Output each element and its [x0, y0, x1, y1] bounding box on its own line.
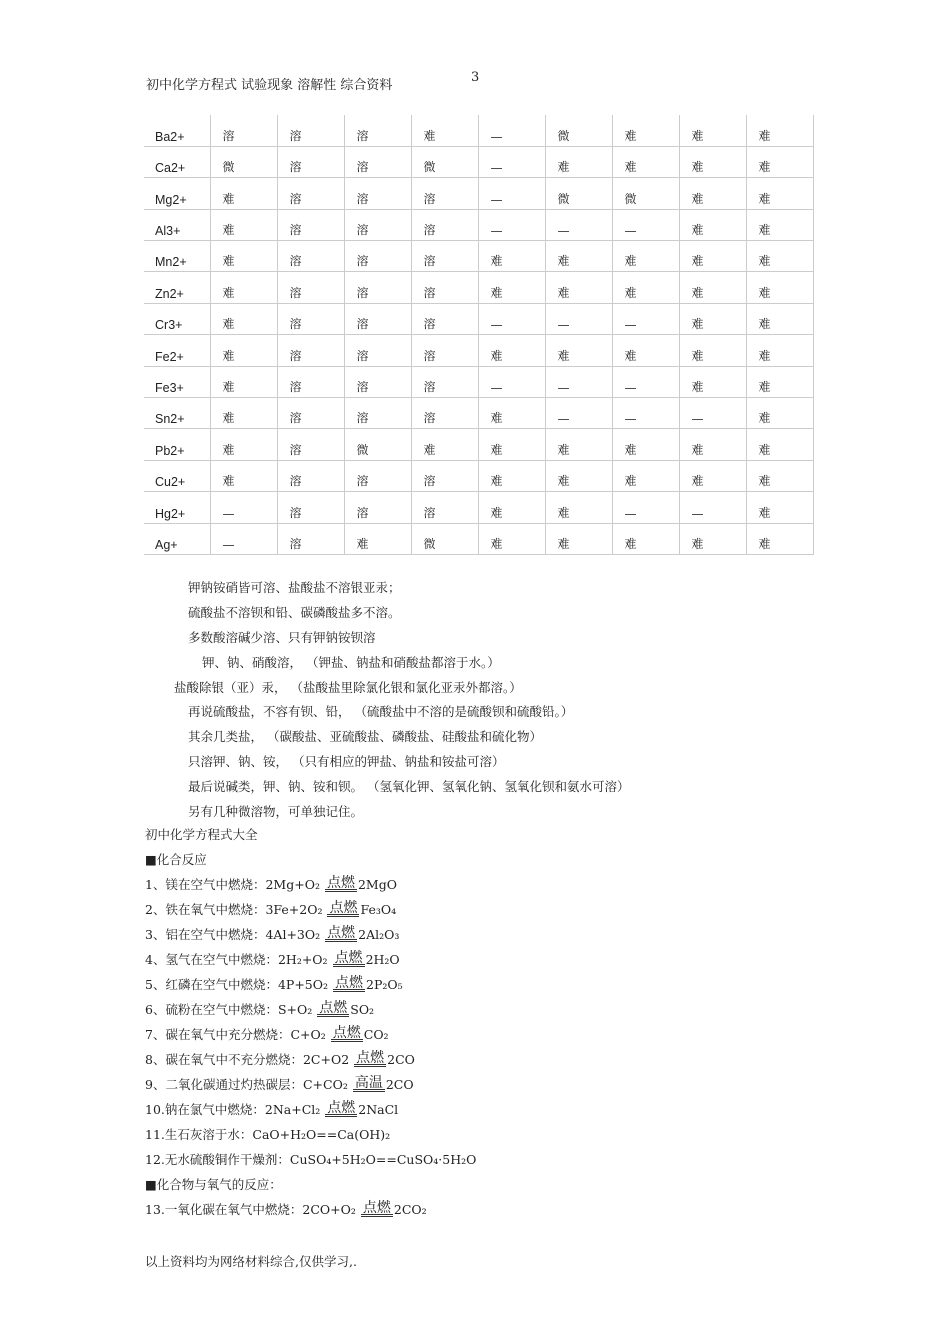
- solubility-cell: 难: [545, 460, 612, 491]
- ion-cell: Zn2+: [144, 272, 210, 303]
- ion-cell: Ba2+: [144, 115, 210, 146]
- solubility-cell: 难: [210, 209, 277, 240]
- solubility-cell: 微: [344, 429, 411, 460]
- solubility-cell: 溶: [344, 303, 411, 334]
- solubility-cell: 难: [746, 398, 813, 429]
- solubility-cell: 溶: [277, 303, 344, 334]
- solubility-cell: 难: [612, 429, 679, 460]
- solubility-cell: 溶: [277, 178, 344, 209]
- rhyme-line: 另有几种微溶物，可单独记住。: [188, 804, 364, 820]
- solubility-cell: 难: [679, 303, 746, 334]
- rhyme-line: 盐酸除银（亚）汞， （盐酸盐里除氯化银和氯化亚汞外都溶。）: [174, 679, 522, 695]
- solubility-cell: —: [545, 366, 612, 397]
- section-heading-combination: ■化合反应: [145, 852, 207, 867]
- solubility-cell: —: [612, 209, 679, 240]
- solubility-cell: 难: [210, 460, 277, 491]
- table-row: [144, 146, 813, 177]
- solubility-cell: 难: [210, 429, 277, 460]
- ion-cell: Al3+: [144, 209, 210, 240]
- equation-2: 2、铁在氧气中燃烧：3Fe+2O₂ 点燃 Fe₃O₄: [145, 899, 397, 917]
- solubility-cell: —: [210, 492, 277, 523]
- solubility-cell: 难: [746, 178, 813, 209]
- solubility-cell: 难: [545, 241, 612, 272]
- solubility-cell: 难: [210, 335, 277, 366]
- solubility-rhymes: [174, 578, 630, 827]
- solubility-cell: 难: [545, 272, 612, 303]
- solubility-cell: 难: [746, 209, 813, 240]
- table-row: [144, 429, 813, 460]
- condition-ignite: 点燃: [319, 999, 348, 1015]
- solubility-cell: 溶: [344, 398, 411, 429]
- solubility-cell: 微: [545, 178, 612, 209]
- solubility-cell: 难: [746, 492, 813, 523]
- solubility-cell: —: [478, 366, 545, 397]
- solubility-cell: 溶: [277, 209, 344, 240]
- solubility-cell: 溶: [411, 209, 478, 240]
- ion-cell: Cr3+: [144, 303, 210, 334]
- condition-ignite: 点燃: [356, 1049, 385, 1065]
- solubility-cell: 难: [344, 523, 411, 554]
- solubility-cell: 难: [746, 523, 813, 554]
- solubility-cell: 难: [746, 460, 813, 491]
- solubility-cell: 难: [746, 335, 813, 366]
- solubility-cell: —: [612, 303, 679, 334]
- solubility-cell: 难: [210, 398, 277, 429]
- equation-13: 13.一氧化碳在氧气中燃烧：2CO+O₂ 点燃 2CO₂: [145, 1199, 427, 1217]
- solubility-cell: 难: [210, 241, 277, 272]
- solubility-cell: 难: [679, 146, 746, 177]
- table-row: [144, 492, 813, 523]
- solubility-cell: 难: [478, 335, 545, 366]
- condition-ignite: 点燃: [335, 974, 364, 990]
- section-title: 初中化学方程式大全: [145, 827, 258, 842]
- equation-4: 4、氢气在空气中燃烧：2H₂+O₂ 点燃 2H₂O: [145, 949, 400, 967]
- solubility-table: [144, 115, 814, 555]
- solubility-cell: 溶: [344, 241, 411, 272]
- solubility-cell: 难: [411, 429, 478, 460]
- equation-3: 3、铝在空气中燃烧：4Al+3O₂ 点燃 2Al₂O₃: [145, 924, 400, 942]
- solubility-cell: 难: [210, 272, 277, 303]
- ion-cell: Fe2+: [144, 335, 210, 366]
- ion-cell: Mg2+: [144, 178, 210, 209]
- solubility-cell: 微: [545, 115, 612, 146]
- solubility-cell: 难: [746, 241, 813, 272]
- solubility-cell: 微: [612, 178, 679, 209]
- solubility-cell: 难: [210, 366, 277, 397]
- solubility-cell: 难: [679, 115, 746, 146]
- equation-9: 9、二氧化碳通过灼热碳层：C+CO₂ 高温 2CO: [145, 1074, 414, 1092]
- page-header: 初中化学方程式 试验现象 溶解性 综合资料: [146, 78, 393, 93]
- rhyme-line: 钾、钠、硝酸溶， （钾盐、钠盐和硝酸盐都溶于水。）: [202, 654, 500, 670]
- table-row: [144, 398, 813, 429]
- solubility-cell: 溶: [411, 178, 478, 209]
- solubility-cell: 溶: [210, 115, 277, 146]
- table-row: [144, 460, 813, 491]
- solubility-cell: —: [478, 178, 545, 209]
- solubility-cell: —: [679, 398, 746, 429]
- solubility-cell: 难: [478, 523, 545, 554]
- condition-ignite: 点燃: [332, 1024, 361, 1040]
- solubility-cell: 溶: [344, 115, 411, 146]
- table-row: [144, 241, 813, 272]
- solubility-cell: 微: [210, 146, 277, 177]
- solubility-cell: 难: [679, 178, 746, 209]
- equation-8: 8、碳在氧气中不充分燃烧：2C+O2 点燃 2CO: [145, 1049, 415, 1067]
- solubility-cell: 溶: [277, 492, 344, 523]
- solubility-cell: 溶: [411, 303, 478, 334]
- table-row: [144, 209, 813, 240]
- solubility-cell: 溶: [344, 209, 411, 240]
- solubility-cell: 溶: [411, 398, 478, 429]
- solubility-cell: —: [210, 523, 277, 554]
- rhyme-line: 再说硫酸盐，不容有钡、铅， （硫酸盐中不溶的是硫酸钡和硫酸铅。）: [188, 704, 574, 720]
- solubility-cell: 溶: [411, 366, 478, 397]
- solubility-cell: 难: [612, 272, 679, 303]
- solubility-cell: —: [545, 303, 612, 334]
- rhyme-line: 硫酸盐不溶钡和铅、碳磷酸盐多不溶。: [188, 604, 401, 620]
- ion-cell: Hg2+: [144, 492, 210, 523]
- solubility-cell: 难: [545, 429, 612, 460]
- solubility-cell: 难: [746, 272, 813, 303]
- equation-6: 6、硫粉在空气中燃烧：S+O₂ 点燃 SO₂: [145, 999, 375, 1017]
- rhyme-line: 其余几类盐， （碳酸盐、亚硫酸盐、磷酸盐、硅酸盐和硫化物）: [188, 729, 542, 745]
- solubility-cell: 溶: [411, 272, 478, 303]
- solubility-cell: —: [545, 209, 612, 240]
- solubility-cell: —: [478, 146, 545, 177]
- solubility-cell: —: [612, 398, 679, 429]
- section-heading-compound-oxygen: ■化合物与氧气的反应：: [145, 1177, 282, 1192]
- solubility-cell: 难: [478, 272, 545, 303]
- solubility-cell: 难: [478, 241, 545, 272]
- solubility-cell: 难: [612, 115, 679, 146]
- solubility-cell: —: [478, 209, 545, 240]
- solubility-cell: 难: [679, 272, 746, 303]
- solubility-cell: 溶: [411, 335, 478, 366]
- solubility-cell: 难: [746, 429, 813, 460]
- rhyme-line: 多数酸溶碱少溶、只有钾钠铵钡溶: [188, 629, 376, 645]
- solubility-cell: 溶: [344, 272, 411, 303]
- ion-cell: Pb2+: [144, 429, 210, 460]
- equation-7: 7、碳在氧气中充分燃烧：C+O₂ 点燃 CO₂: [145, 1024, 389, 1042]
- table-row: [144, 115, 813, 146]
- table-row: [144, 523, 813, 554]
- solubility-cell: 微: [411, 146, 478, 177]
- solubility-cell: 难: [746, 366, 813, 397]
- ion-cell: Sn2+: [144, 398, 210, 429]
- rhyme-line: 钾钠铵硝皆可溶、盐酸盐不溶银亚汞；: [188, 580, 401, 595]
- solubility-cell: 难: [679, 429, 746, 460]
- solubility-cell: 难: [612, 241, 679, 272]
- solubility-cell: 难: [679, 209, 746, 240]
- solubility-cell: 难: [746, 146, 813, 177]
- condition-ignite: 点燃: [362, 1199, 391, 1215]
- rhyme-line: 只溶钾、钠、铵， （只有相应的钾盐、钠盐和铵盐可溶）: [188, 754, 505, 770]
- condition-ignite: 点燃: [329, 899, 358, 915]
- solubility-cell: 溶: [277, 272, 344, 303]
- condition-ignite: 点燃: [334, 949, 363, 965]
- ion-cell: Mn2+: [144, 241, 210, 272]
- condition-ignite: 点燃: [327, 1099, 356, 1115]
- equation-1: 1、镁在空气中燃烧：2Mg+O₂ 点燃 2MgO: [145, 874, 397, 892]
- solubility-cell: 难: [612, 460, 679, 491]
- ion-cell: Ag+: [144, 523, 210, 554]
- page-footer: 以上资料均为网络材料综合,仅供学习,.: [145, 1254, 357, 1269]
- solubility-cell: 难: [612, 146, 679, 177]
- solubility-cell: 难: [679, 366, 746, 397]
- solubility-cell: 难: [679, 460, 746, 491]
- solubility-cell: 难: [612, 523, 679, 554]
- solubility-cell: 难: [679, 241, 746, 272]
- solubility-cell: 难: [545, 492, 612, 523]
- solubility-cell: 溶: [277, 366, 344, 397]
- ion-cell: Cu2+: [144, 460, 210, 491]
- solubility-cell: 难: [746, 303, 813, 334]
- solubility-cell: 难: [746, 115, 813, 146]
- solubility-cell: 难: [210, 178, 277, 209]
- equation-10: 10.钠在氯气中燃烧：2Na+Cl₂ 点燃 2NaCl: [145, 1099, 399, 1117]
- rhyme-line: 最后说碱类，钾、钠、铵和钡。 （氢氧化钾、氢氧化钠、氢氧化钡和氨水可溶）: [188, 779, 630, 795]
- solubility-cell: 溶: [411, 241, 478, 272]
- solubility-cell: 难: [612, 335, 679, 366]
- solubility-cell: 难: [411, 115, 478, 146]
- solubility-cell: —: [612, 366, 679, 397]
- solubility-cell: 难: [478, 460, 545, 491]
- table-row: [144, 303, 813, 334]
- solubility-cell: 溶: [411, 492, 478, 523]
- solubility-cell: 溶: [277, 398, 344, 429]
- solubility-cell: 溶: [344, 146, 411, 177]
- solubility-cell: 溶: [344, 366, 411, 397]
- solubility-cell: 难: [210, 303, 277, 334]
- solubility-cell: 溶: [277, 429, 344, 460]
- table-row: [144, 272, 813, 303]
- equation-11: 11.生石灰溶于水：CaO+H₂O==Ca(OH)₂: [145, 1127, 391, 1142]
- solubility-cell: 溶: [277, 335, 344, 366]
- solubility-cell: 难: [545, 146, 612, 177]
- solubility-cell: 难: [545, 335, 612, 366]
- solubility-cell: 溶: [344, 335, 411, 366]
- solubility-cell: 溶: [344, 178, 411, 209]
- solubility-cell: —: [478, 303, 545, 334]
- solubility-cell: 溶: [277, 460, 344, 491]
- table-row: [144, 178, 813, 209]
- solubility-cell: 难: [478, 429, 545, 460]
- solubility-cell: 溶: [277, 115, 344, 146]
- solubility-cell: —: [478, 115, 545, 146]
- page-number: 3: [471, 70, 480, 85]
- equation-5: 5、红磷在空气中燃烧：4P+5O₂ 点燃 2P₂O₅: [145, 974, 403, 992]
- condition-ignite: 点燃: [326, 874, 355, 890]
- solubility-cell: 溶: [344, 492, 411, 523]
- solubility-cell: 难: [478, 492, 545, 523]
- solubility-cell: 难: [679, 335, 746, 366]
- ion-cell: Fe3+: [144, 366, 210, 397]
- solubility-cell: 溶: [344, 460, 411, 491]
- solubility-cell: 微: [411, 523, 478, 554]
- condition-ignite: 点燃: [327, 924, 356, 940]
- solubility-cell: 溶: [277, 523, 344, 554]
- table-row: [144, 366, 813, 397]
- solubility-cell: 难: [545, 523, 612, 554]
- solubility-cell: —: [612, 492, 679, 523]
- solubility-cell: 溶: [411, 460, 478, 491]
- condition-high-temp: 高温: [354, 1074, 383, 1090]
- solubility-cell: —: [679, 492, 746, 523]
- solubility-cell: 难: [478, 398, 545, 429]
- solubility-cell: —: [545, 398, 612, 429]
- ion-cell: Ca2+: [144, 146, 210, 177]
- table-row: [144, 335, 813, 366]
- solubility-cell: 溶: [277, 146, 344, 177]
- equation-12: 12.无水硫酸铜作干燥剂：CuSO₄+5H₂O==CuSO₄·5H₂O: [145, 1152, 477, 1167]
- solubility-cell: 难: [679, 523, 746, 554]
- solubility-cell: 溶: [277, 241, 344, 272]
